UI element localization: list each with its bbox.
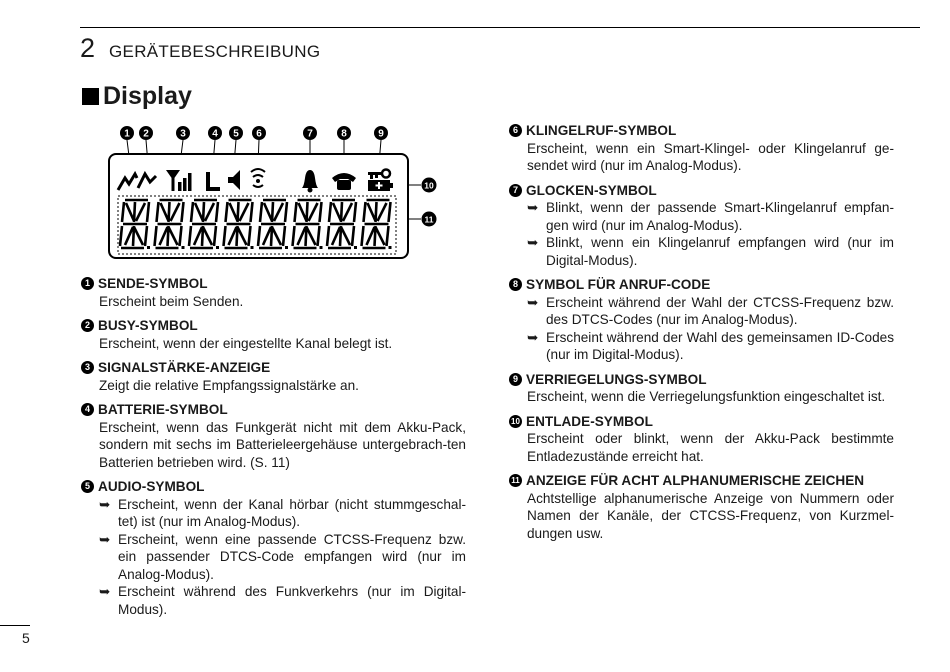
item-title: VERRIEGELUNGS-SYMBOL	[526, 371, 707, 387]
callout-10	[422, 178, 437, 193]
item-text: Erscheint, wenn das Funkgerät nicht mit dem Akku-Pack, sondern mit sechs im Batterieleergehäuse untergebrach-ten Batterien betrieben wird. (S. 11)	[99, 419, 466, 470]
item-text: Erscheint, wenn ein Smart-Klingel- oder Klingelanruf ge-sendet wird (nur im Analog-Modus).	[527, 140, 894, 173]
svg-text:9: 9	[378, 128, 384, 140]
svg-text:4: 4	[212, 128, 218, 140]
item-title: SENDE-SYMBOL	[98, 276, 208, 291]
arrow-bullet-icon: ➥	[99, 531, 111, 547]
item-3	[81, 359, 466, 394]
callout-8	[337, 126, 351, 140]
item-title: GLOCKEN-SYMBOL	[526, 182, 657, 198]
item-text: Erscheint oder blinkt, wenn der Akku-Pack bestimmte Entladezustände erreicht hat.	[527, 431, 894, 464]
number-badge-icon: 7	[509, 184, 522, 197]
item-11	[509, 472, 894, 542]
number-badge-icon: 4	[81, 403, 94, 416]
bullet-item: ➥ Erscheint, wenn eine passende CTCSS-Frequenz bzw. ein passender DTCS-Code empfangen wird (nur im Analog-Modus).	[99, 531, 466, 582]
bullet-item: ➥ Blinkt, wenn ein Klingelanruf empfangen wird (nur im Digital-Modus).	[527, 235, 894, 268]
section-title-text: Display	[103, 82, 192, 110]
item-text: Zeigt die relative Empfangssignalstärke an.	[99, 377, 359, 393]
item-title: KLINGELRUF-SYMBOL	[526, 123, 677, 138]
callout-3	[176, 126, 190, 140]
callout-7	[303, 126, 317, 140]
item-7	[509, 182, 894, 270]
item-6	[509, 122, 894, 175]
svg-text:8: 8	[341, 128, 347, 140]
svg-text:7: 7	[307, 128, 313, 140]
chapter-title: GERÄTEBESCHREIBUNG	[109, 42, 321, 61]
item-title: BUSY-SYMBOL	[98, 318, 198, 333]
lcd-display-diagram	[108, 122, 438, 262]
callout-5	[229, 126, 243, 140]
svg-text:5: 5	[233, 128, 239, 140]
bullet-item: ➥ Blinkt, wenn der passende Smart-Klingelanruf empfan-gen wird (nur im Analog-Modus).	[527, 200, 894, 233]
item-title: AUDIO-SYMBOL	[98, 479, 205, 494]
number-badge-icon: 8	[509, 278, 522, 291]
square-bullet-icon	[82, 88, 99, 105]
callout-6	[252, 126, 266, 140]
item-title: SIGNALSTÄRKE-ANZEIGE	[98, 360, 271, 375]
chapter-header	[80, 33, 320, 64]
item-text: Achtstellige alphanumerische Anzeige von Nummern oder Namen der Kanäle, der CTCSS-Frequenz, von Kurzmel-dungen usw.	[527, 490, 894, 541]
item-title: SYMBOL FÜR ANRUF-CODE	[526, 277, 711, 292]
number-badge-icon: 6	[509, 124, 522, 137]
svg-text:1: 1	[124, 128, 130, 140]
number-badge-icon: 1	[81, 277, 94, 290]
item-10	[509, 413, 894, 466]
svg-text:11: 11	[424, 214, 434, 225]
callout-4	[208, 126, 222, 140]
arrow-bullet-icon: ➥	[527, 294, 539, 310]
item-text: Erscheint, wenn der eingestellte Kanal belegt ist.	[99, 335, 393, 351]
number-badge-icon: 11	[509, 474, 522, 487]
footer-rule	[0, 625, 30, 626]
item-8	[509, 276, 894, 364]
callout-1	[120, 126, 134, 140]
item-title: ENTLADE-SYMBOL	[526, 413, 653, 429]
item-4	[81, 401, 466, 471]
svg-text:6: 6	[256, 128, 262, 140]
section-title	[82, 82, 192, 111]
item-text: Erscheint beim Senden.	[99, 293, 244, 309]
left-column	[81, 275, 466, 625]
svg-text:2: 2	[143, 128, 149, 140]
item-9	[509, 371, 894, 406]
bullet-item: ➥ Erscheint während des Funkverkehrs (nur im Digital-Modus).	[99, 584, 466, 617]
arrow-bullet-icon: ➥	[99, 584, 111, 599]
arrow-bullet-icon: ➥	[99, 496, 111, 512]
header-rule	[80, 27, 920, 28]
page-number: 5	[22, 630, 30, 646]
number-badge-icon: 2	[81, 319, 94, 332]
bullet-item: ➥ Erscheint während der Wahl des gemeinsamen ID-Codes (nur im Digital-Modus).	[527, 329, 894, 362]
number-badge-icon: 5	[81, 480, 94, 493]
item-2	[81, 317, 466, 352]
callout-11	[422, 212, 437, 227]
right-column	[509, 122, 894, 549]
number-badge-icon: 9	[509, 373, 522, 386]
chapter-number: 2	[80, 33, 96, 63]
item-title: BATTERIE-SYMBOL	[98, 402, 228, 417]
item-title: ANZEIGE FÜR ACHT ALPHANUMERISCHE ZEICHEN	[526, 473, 865, 488]
item-5	[81, 478, 466, 618]
item-1	[81, 275, 466, 310]
callout-2	[139, 126, 153, 140]
number-badge-icon: 10	[509, 415, 522, 428]
bullet-item: ➥ Erscheint, wenn der Kanal hörbar (nicht stummgeschal-tet) ist (nur im Analog-Modus).	[99, 496, 466, 529]
callout-9	[374, 126, 388, 140]
item-text: Erscheint, wenn die Verriegelungsfunktion eingeschaltet ist.	[527, 389, 886, 404]
bullet-item: ➥ Erscheint während der Wahl der CTCSS-Frequenz bzw. des DTCS-Codes (nur im Analog-Modus).	[527, 294, 894, 327]
arrow-bullet-icon: ➥	[527, 200, 539, 215]
low-battery-icon	[368, 180, 393, 191]
svg-text:3: 3	[180, 128, 186, 140]
arrow-bullet-icon: ➥	[527, 235, 539, 250]
svg-text:10: 10	[424, 180, 434, 191]
number-badge-icon: 3	[81, 361, 94, 374]
arrow-bullet-icon: ➥	[527, 329, 539, 345]
